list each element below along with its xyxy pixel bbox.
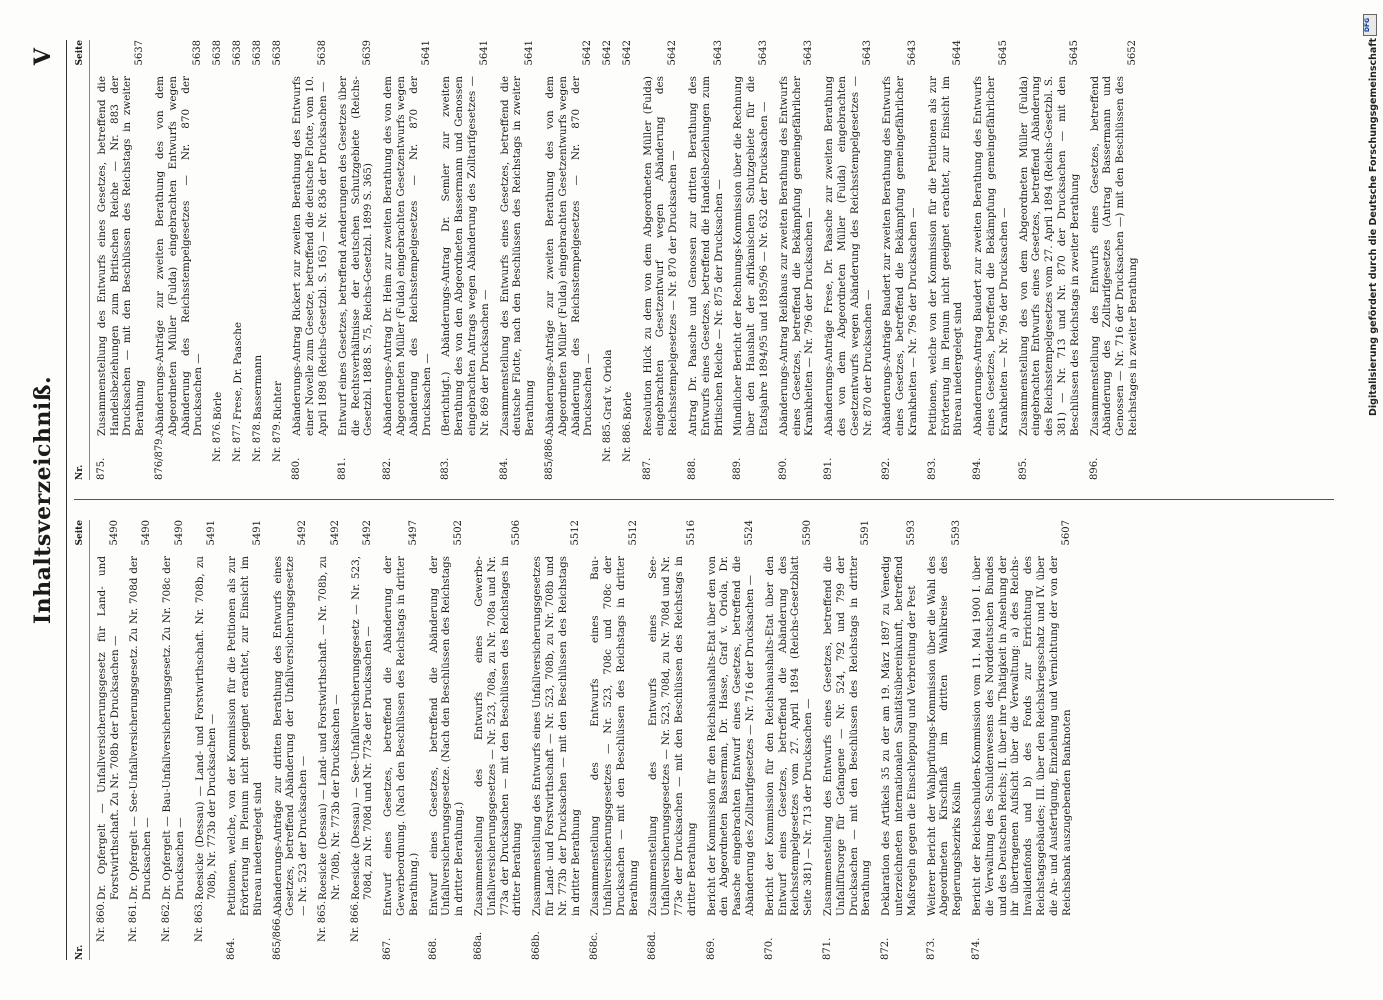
entry-text: Abänderungs-Anträge zur zweiten Berathung des von dem Abgeordneten Müller (Fulda) eingebrachten Entwurfs wegen Abänderung des Reichsstempelgesetzes — Nr. 870 der Drucksachen — xyxy=(153,76,205,436)
toc-entry xyxy=(880,520,918,960)
column-label-no: Nr. xyxy=(75,944,85,960)
entry-number: 865/866. xyxy=(271,915,283,960)
toc-entry xyxy=(647,520,698,960)
entry-page: 5490 xyxy=(173,520,185,546)
entry-page: 5644 xyxy=(952,40,964,66)
entry-text: Roesicke (Dessau) — See-Unfallversicherungsgesetz — Nr. 523, 708d, zu Nr. 708d und Nr. 773e der Drucksachen — xyxy=(349,556,375,900)
entry-text: Dr. Opfergelt — Unfallversicherungsgesetz für Land- und Forstwirthschaft. Zu Nr. 708b der Drucksachen — xyxy=(95,556,121,900)
entry-number: Nr. 866. xyxy=(349,900,361,942)
entry-number: 869. xyxy=(705,937,717,960)
entry-number: 894. xyxy=(972,457,984,480)
entry-number: 896. xyxy=(1088,457,1100,480)
entry-page: 5502 xyxy=(453,520,465,546)
toc-entry xyxy=(291,40,329,480)
entry-page: 5593 xyxy=(951,520,963,546)
toc-entry xyxy=(927,40,965,480)
entry-text: Petitionen, welche von der Kommission für die Petitionen als zur Erörterung im Plenum nicht geeignet erachtet, zur Einsicht im Büreau niedergelegt sind xyxy=(926,76,965,436)
toc-entry xyxy=(822,520,873,960)
entry-page: 5643 xyxy=(712,40,724,66)
left-column xyxy=(74,520,1354,960)
toc-entry xyxy=(622,40,635,480)
entry-page: 5642 xyxy=(667,40,679,66)
toc-entry xyxy=(544,40,595,480)
entry-page: 5643 xyxy=(803,40,815,66)
entry-text: Abänderungs-Anträge Frese, Dr. Paasche zur zweiten Berathung des von dem Abgeordneten Müller (Fulda) eingebrachten Gesetzentwurfs wegen Abänderung des Reichsstempelgesetzes — Nr. 870 der Drucksachen — xyxy=(823,76,874,436)
entry-number: Nr. 877. xyxy=(231,420,243,462)
right-column-header xyxy=(74,40,90,480)
entry-text: Resolution Hilck zu dem von dem Abgeordneten Müller (Fulda) eingebrachten Gesetzentwurf wegen Abänderung des Reichsstempelgesetzes — Nr. 870 der Drucksachen — xyxy=(641,76,680,436)
entry-text: Zusammenstellung des Entwurfs eines Gesetzes, betreffend Abänderung des Zolltarifgesetzes (Antrag Bassermann und Genossen — Nr. 716 der Drucksachen —) mit den Beschlüssen des Reichstages in zweiter Berathung xyxy=(1088,76,1139,436)
entry-number: 871. xyxy=(822,937,834,960)
entry-number: Nr. 865. xyxy=(316,900,328,942)
entry-text: Zusammenstellung des Entwurfs eines Gesetzes, betreffend die Handelsbeziehungen zum Britischen Reiche — Nr. 883 der Drucksachen — mit den Beschlüssen des Reichstags in zweiter Berathung xyxy=(95,76,147,436)
entry-page: 5637 xyxy=(134,40,146,66)
digitization-spine xyxy=(1364,8,1379,998)
entry-page: 5643 xyxy=(861,40,873,66)
toc-entry xyxy=(252,40,265,480)
entry-text: Bericht der Kommission für den Reichshaushalts-Etat über den Entwurf eines Gesetzes, betreffend die Abänderung des Reichsstempelgesetzes vom 27. April 1894 (Reichs-Gesetzblatt Seite 381) — Nr. 713 der Drucksachen — xyxy=(763,556,815,916)
entry-text: Abänderungs-Anträge Baudert zur zweiten Berathung des Entwurfs eines Gesetzes, betreffend die Bekämpfung gemeingefährlicher Krankheiten — Nr. 796 der Drucksachen — xyxy=(881,76,920,436)
entry-page: 5641 xyxy=(524,40,536,66)
entry-page: 5492 xyxy=(329,520,341,546)
entry-text: Bericht der Reichsschulden-Kommission vom 11. Mai 1900 I. über die Verwaltung des Schuldenwesens des Norddeutschen Bundes und des Deutschen Reichs; II. über ihre Thätigkeit in Ansehung der ihr übertragenen Aufsicht über die Verwaltung: a) des Reichs-Invalidenfonds und b) des Fonds zur Errichtung des Reichstagsgebäudes; III. über den Reichskriegsschatz und IV. über die An- und Ausfertigung, Einziehung und Vernichtung der von der Reichsbank auszugebenden Banknoten xyxy=(971,556,1073,916)
entry-page: 5524 xyxy=(744,520,756,546)
entry-number: 883. xyxy=(440,457,452,480)
entry-page: 5638 xyxy=(192,40,204,66)
toc-entry xyxy=(96,520,122,960)
toc-entry xyxy=(1018,40,1082,480)
entry-page: 5643 xyxy=(907,40,919,66)
toc-entry xyxy=(881,40,919,480)
toc-entry xyxy=(589,520,640,960)
entry-page: 5642 xyxy=(621,40,633,66)
entry-page: 5512 xyxy=(569,520,581,546)
right-entry-list xyxy=(96,40,1140,480)
entry-number: 870. xyxy=(763,937,775,960)
digitization-credit: Digitalisierung gefördert durch die Deutsche Forschungsgemeinschaft xyxy=(1368,38,1379,416)
entry-page: 5638 xyxy=(271,40,283,66)
entry-page: 5512 xyxy=(627,520,639,546)
right-column xyxy=(74,40,1354,480)
toc-entry xyxy=(96,40,147,480)
entry-text: Zusammenstellung des Entwurfs eines Gewerbe-Unfallversicherungsgesetzes — Nr. 523, 708a, zu Nr. 708a und Nr. 773a der Drucksachen — mit den Beschlüssen des Reichstages in dritter Berathung xyxy=(472,556,524,916)
entry-number: 868d. xyxy=(647,931,659,960)
entry-text: Abänderungs-Antrag Reißhaus zur zweiten Berathung des Entwurfs eines Gesetzes, betreffend die Bekämpfung gemeingefährlicher Krankheiten — Nr. 796 der Drucksachen — xyxy=(777,76,816,436)
toc-entry xyxy=(272,40,285,480)
toc-entry xyxy=(764,520,815,960)
toc-entry xyxy=(212,40,225,480)
entry-text: Abänderungs-Antrag Baudert zur zweiten Berathung des Entwurfs eines Gesetzes, betreffend die Bekämpfung gemeingefährlicher Krankheiten — Nr. 796 der Drucksachen — xyxy=(972,76,1010,436)
entry-text: Antrag Dr. Paasche und Genossen zur dritten Berathung des Entwurfs eines Gesetzes, betreffend die Handelsbeziehungen zum Britischen Reiche — Nr. 875 der Drucksachen — xyxy=(687,76,725,436)
entry-text: Entwurf eines Gesetzes, betreffend die Abänderung der Gewerbeordnung. (Nach den Beschlüssen des Reichstags in dritter Berathung.) xyxy=(382,556,420,916)
entry-text: Zusammenstellung des Entwurfs eines See-Unfallversicherungsgesetzes — Nr. 523, 708d, zu Nr. 708d und Nr. 773e der Drucksachen — mit den Beschlüssen des Reichstags in dritter Berathung xyxy=(647,556,698,916)
entry-text: Graf v. Oriola xyxy=(602,349,615,420)
column-label-page: Seite xyxy=(75,520,85,546)
entry-text: Zusammenstellung des Entwurfs eines Bau-Unfallversicherungsgesetzes — Nr. 523, 708c und 708c der Drucksachen — mit den Beschlüssen des Reichstags in dritter Berathung xyxy=(589,556,640,916)
entry-number: 893. xyxy=(926,457,938,480)
entry-text: Roesicke (Dessau) — Land- und Forstwirthschaft. — Nr. 708b, zu Nr. 708b, Nr. 773b der Drucksachen — xyxy=(316,556,342,900)
entry-text: Abänderungs-Antrag Rickert zur zweiten Berathung des Entwurfs einer Novelle zum Gesetze, betreffend die deutsche Flotte, vom 10. April 1898 (Reichs-Gesetzbl. S. 165) — Nr. 836 der Drucksachen — xyxy=(291,76,329,436)
toc-entry xyxy=(272,520,310,960)
entry-page: 5591 xyxy=(860,520,872,546)
toc-entry xyxy=(337,40,375,480)
toc-entry xyxy=(732,40,770,480)
entry-number: 890. xyxy=(777,457,789,480)
toc-entry xyxy=(194,520,220,960)
entry-page: 5607 xyxy=(1060,520,1072,546)
entry-number: Nr. 862. xyxy=(160,900,172,942)
entry-page: 5645 xyxy=(997,40,1009,66)
entry-text: Richter xyxy=(271,381,284,420)
entry-page: 5492 xyxy=(297,520,309,546)
toc-entry xyxy=(926,520,964,960)
entry-number: Nr. 860. xyxy=(95,900,107,942)
toc-entry xyxy=(642,40,680,480)
column-label-no: Nr. xyxy=(75,464,85,480)
column-label-page: Seite xyxy=(75,40,85,66)
entry-text: Abänderungs-Anträge zur dritten Berathung des Entwurfs eines Gesetzes, betreffend Abänderung der Unfallversicherungsgesetze — Nr. 523 der Drucksachen — xyxy=(271,556,310,916)
toc-entry xyxy=(602,40,615,480)
entry-page: 5491 xyxy=(206,520,218,546)
entry-number: 892. xyxy=(881,457,893,480)
left-column-header xyxy=(74,520,90,960)
entry-page: 5492 xyxy=(362,520,374,546)
entry-number: Nr. 885. xyxy=(602,420,614,462)
entry-number: 868b. xyxy=(531,931,543,960)
toc-entry xyxy=(971,520,1073,960)
entry-number: Nr. 861. xyxy=(128,900,140,942)
toc-entry xyxy=(382,520,420,960)
page-number: V xyxy=(30,48,56,66)
toc-entry xyxy=(232,40,245,480)
entry-text: (Berichtigt.) Abänderungs-Antrag Dr. Semler zur zweiten Berathung des von den Abgeordneten Bassermann und Genossen eingebrachten Antrags wegen Abänderung des Zolltarifgesetzes — Nr. 869 der Drucksachen — xyxy=(440,76,491,436)
header-rule xyxy=(66,40,67,960)
entry-number: 887. xyxy=(641,457,653,480)
entry-text: Zusammenstellung des Entwurfs eines Unfallversicherungsgesetzes für Land- und Forstwirthschaft — Nr. 523, 708b, zu Nr. 708b und Nr. 773b der Drucksachen — mit den Beschlüssen des Reichstags in dritter Berathung xyxy=(531,556,582,916)
entry-number: 875. xyxy=(95,457,107,480)
entry-number: Nr. 876. xyxy=(212,420,224,462)
toc-entry xyxy=(823,40,874,480)
entry-text: Petitionen, welche, von der Kommission für die Petitionen als zur Erörterung im Plenum nicht geeignet erachtet, zur Einsicht im Büreau niedergelegt sind xyxy=(226,556,264,916)
entry-number: 891. xyxy=(823,457,835,480)
entry-number: 885/886. xyxy=(543,435,555,480)
toc-entry xyxy=(226,520,264,960)
toc-entry xyxy=(128,520,154,960)
entry-page: 5652 xyxy=(1126,40,1138,66)
entry-page: 5490 xyxy=(108,520,120,546)
entry-text: Zusammenstellung des Entwurfs eines Gesetzes, betreffend die deutsche Flotte, nach den Beschlüssen des Reichstags in zweiter Berathung xyxy=(498,76,537,436)
entry-text: Zusammenstellung des Entwurfs eines Gesetzes, betreffend die Unfallfürsorge für Gefangene — Nr. 524, 792 und 799 der Drucksachen — mit den Beschlüssen des Reichstags in dritter Berathung xyxy=(822,556,873,916)
toc-entry xyxy=(161,520,187,960)
entry-text: Entwurf eines Gesetzes, betreffend die Abänderung der Unfallversicherungsgesetze. (Nach den Beschlüssen des Reichstags in dritter Berathung.) xyxy=(427,556,466,916)
entry-page: 5641 xyxy=(420,40,432,66)
toc-entry xyxy=(473,520,524,960)
dfg-logo: DFG xyxy=(1363,14,1377,36)
entry-text: Entwurf eines Gesetzes, betreffend Aenderungen des Gesetzes über die Rechtsverhältnisse der deutschen Schutzgebiete (Reichs-Gesetzbl. 1888 S. 75, Reichs-Gesetzbl. 1899 S. 365) xyxy=(336,76,375,436)
toc-entry xyxy=(687,40,725,480)
toc-entry xyxy=(440,40,491,480)
entry-text: Börle xyxy=(621,391,634,420)
entry-page: 5638 xyxy=(316,40,328,66)
toc-entry xyxy=(1089,40,1140,480)
entry-number: 873. xyxy=(925,937,937,960)
entry-number: 880. xyxy=(291,457,303,480)
toc-entry xyxy=(706,520,757,960)
entry-page: 5642 xyxy=(582,40,594,66)
entry-number: Nr. 878. xyxy=(251,420,263,462)
toc-entry xyxy=(531,520,582,960)
left-entry-list xyxy=(96,520,1074,960)
entry-number: 876/879. xyxy=(153,435,165,480)
toc-entry xyxy=(350,520,376,960)
entry-text: Roesicke (Dessau) — Land- und Forstwirthschaft. Nr. 708b, zu 708b, Nr. 773b der Drucksachen — xyxy=(193,556,219,900)
entry-number: 867. xyxy=(382,937,394,960)
toc-entry xyxy=(972,40,1010,480)
entry-page: 5642 xyxy=(602,40,614,66)
entry-page: 5638 xyxy=(212,40,224,66)
entry-page: 5645 xyxy=(1068,40,1080,66)
entry-text: Bassermann xyxy=(251,354,264,420)
entry-number: 895. xyxy=(1017,457,1029,480)
entry-text: Bericht der Kommission für den Reichshaushalts-Etat über den von den Abgeordneten Basserman, Dr. Hasse, Graf v. Oriola, Dr. Paasche eingebrachten Entwurf eines Gesetzes, betreffend die Abänderung des Zolltarifgesetzes — Nr. 716 der Drucksachen — xyxy=(705,556,757,916)
toc-entry xyxy=(317,520,343,960)
entry-text: Mündlicher Bericht der Rechnungs-Kommission über die Rechnung über den Haushalt der afrikanischen Schutzgebiete für die Etatsjahre 1894/95 und 1895/96 — Nr. 632 der Drucksachen — xyxy=(732,76,771,436)
toc-entry xyxy=(428,520,466,960)
entry-text: Deklaration des Artikels 35 zu der am 19. März 1897 zu Venedig unterzeichneten internationalen Sanitätsübereinkunft, betreffend Maßregeln gegen die Einschleppung und Verbreitung der Pest xyxy=(880,556,918,916)
entry-number: 868a. xyxy=(472,931,484,960)
entry-page: 5643 xyxy=(758,40,770,66)
entry-number: 872. xyxy=(880,937,892,960)
entry-text: Börle xyxy=(212,391,225,420)
entry-page: 5638 xyxy=(231,40,243,66)
entry-text: Weiterer Bericht der Wahlprüfungs-Kommission über die Wahl des Abgeordneten Kirschflaß im dritten Wahlkreise des Regierungsbezirks Köslin xyxy=(925,556,964,916)
toc-entry xyxy=(154,40,205,480)
entry-number: Nr. 886. xyxy=(621,420,633,462)
entry-number: 868c. xyxy=(589,932,601,960)
entry-page: 5497 xyxy=(407,520,419,546)
entry-text: Frese, Dr. Paasche xyxy=(231,321,244,420)
entry-text: Abänderungs-Anträge zur zweiten Berathung des von dem Abgeordneten Müller (Fulda) eingebrachten Gesetzentwurfs wegen Abänderung des Reichsstempelgesetzes — Nr. 870 der Drucksachen — xyxy=(543,76,595,436)
entry-number: Nr. 863. xyxy=(193,900,205,942)
entry-number: 888. xyxy=(687,457,699,480)
entry-text: Dr. Opfergelt — Bau-Unfallversicherungsgesetz. Zu Nr. 708c der Drucksachen — xyxy=(160,556,186,900)
entry-page: 5491 xyxy=(251,520,263,546)
toc-entry xyxy=(499,40,537,480)
entry-text: Dr. Opfergelt — See-Unfallversicherungsgesetz. Zu Nr. 708d der Drucksachen — xyxy=(128,556,154,900)
entry-page: 5590 xyxy=(802,520,814,546)
entry-number: 868. xyxy=(427,937,439,960)
toc-entry xyxy=(778,40,816,480)
entry-page: 5506 xyxy=(511,520,523,546)
entry-page: 5516 xyxy=(685,520,697,546)
entry-number: 881. xyxy=(336,457,348,480)
entry-page: 5639 xyxy=(362,40,374,66)
entry-number: 882. xyxy=(382,457,394,480)
entry-text: Abänderungs-Antrag Dr. Heim zur zweiten Berathung des von dem Abgeordneten Müller (Fulda) eingebrachten Gesetzentwurfs wegen Abänderung des Reichsstempelgesetzes — Nr. 870 der Drucksachen — xyxy=(382,76,433,436)
entry-number: 889. xyxy=(732,457,744,480)
entry-page: 5593 xyxy=(905,520,917,546)
page-title: Inhaltsverzeichniß. xyxy=(30,375,56,625)
entry-number: 884. xyxy=(498,457,510,480)
entry-page: 5490 xyxy=(141,520,153,546)
entry-page: 5641 xyxy=(478,40,490,66)
entry-number: 864. xyxy=(226,937,238,960)
entry-number: 874. xyxy=(971,937,983,960)
entry-number: Nr. 879. xyxy=(271,420,283,462)
toc-entry xyxy=(382,40,433,480)
column-divider xyxy=(74,499,1334,500)
entry-page: 5638 xyxy=(251,40,263,66)
entry-text: Zusammenstellung des von dem Abgeordneten Müller (Fulda) eingebrachten Entwurfs eines Gesetzes, betreffend Abänderung des Reichsstempelgesetzes vom 27. April 1894 (Reichs-Gesetzbl. S. 381) — Nr. 713 und Nr. 870 der Drucksachen — mit den Beschlüssen des Reichstags in zweiter Berathung xyxy=(1017,76,1081,436)
